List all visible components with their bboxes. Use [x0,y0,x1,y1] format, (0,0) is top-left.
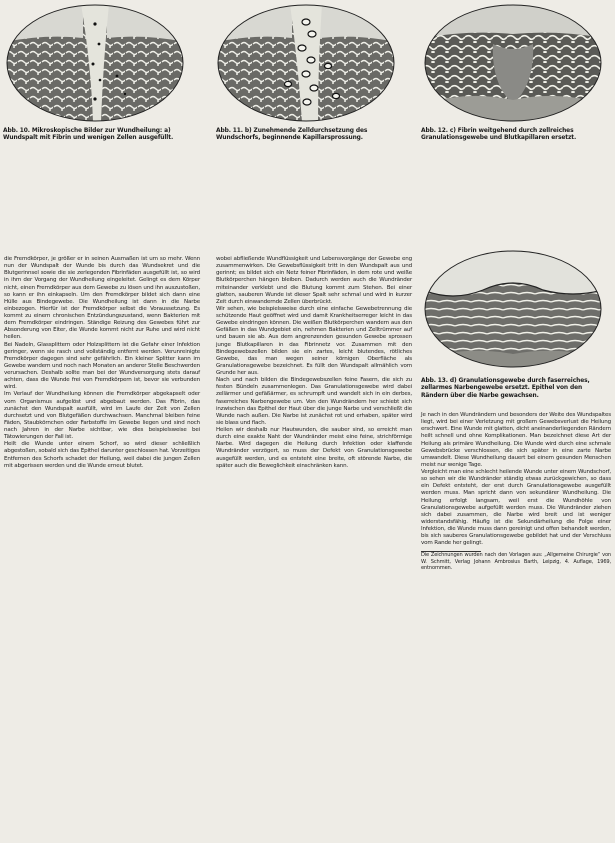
paragraph: Nach und nach bilden die Bindegewebszellen feine Fasern, die sich zu festen Bündeln zusammenlegen. Das Granulationsgewebe wird dabei zellärmer und gefäßärmer, es schrumpft und wandelt sich in ein derbes, faserreiches Narbengewebe um. Von den Wundrändern her schiebt sich inzwischen das Epithel der Haut über die junge Narbe und verschließt die Wunde nach außen. Die Narbe ist zunächst rot und erhaben, später wird sie blass und flach. [216,377,412,426]
paragraph: die Fremdkörper, je größer er in seinen Ausmaßen ist um so mehr. Wenn nun der Wundspalt der Wunde bis durch das Wundsekret und die Blutgerinnsel sowie die sie zerlegenden Fibrinfäden ausgefüllt ist, so wird in ihm der Vorgang der Wundheilung eingeleitet. Gelingt es dem Körper nicht, einen Fremdkörper aus dem Gewebe zu lösen und ihn auszustoßen, so kann er ihn einkapseln. Um den Fremdkörper bildet sich dann eine Hülle aus Bindegewebe. Die Wundheilung ist dann in die Narbe einbezogen. Hierfür ist der Fremdkörper selbst die Voraussetzung. Es kommt zu einem chronischen Entzündungszustand, wenn Bakterien mit dem Fremdkörper eindringen. Ständige Reizung des Gewebes führt zur Absonderung von Eiter, die Wunde kommt nicht zur Ruhe und wird nicht heilen. [4,256,200,341]
paragraph: Bei Nadeln, Glassplittern oder Holzsplittern ist die Gefahr einer Infektion geringer, wenn sie rasch und vollständig entfernt werden. Verunreinigte Fremdkörper dagegen sind sehr gefährlich. Ein kleiner Splitter kann im Gewebe wandern und noch nach Monaten an anderer Stelle Beschwerden verursachen. Deshalb sollte man bei der Wundversorgung stets darauf achten, dass die Wunde frei von Fremdkörpern ist, bevor sie verbunden wird. [4,341,200,391]
figure-12-caption-text: Abb. 12. c) Fibrin weitgehend durch zellreiches Granulationsgewebe und Blutkapillaren ersetzt. [421,128,577,142]
source-note: Die Zeichnungen wurden nach den Vorlagen aus: „Allgemeine Chirurgie“ von W. Schmitt, Verlag Johann Ambrosius Barth, Leipzig, 4. Auflage, 1969, entnommen. [421,552,611,571]
text-column-middle [216,256,412,470]
figure-13 [423,250,603,368]
figure-12 [423,4,603,122]
figure-13-caption-text: Abb. 13. d) Granulationsgewebe durch faserreiches, zellarmes Narbengewebe ersetzt. Epithel von den Rändern über die Narbe gewachsen. [421,378,590,399]
figure-10 [5,4,185,122]
paragraph: Vergleicht man eine schlecht heilende Wunde unter einem Wundschorf, so sehen wir die Wundränder ständig etwas zurückgewichen, so dass ein Defekt entsteht, der erst durch Granulationsgewebe ausgefüllt werden muss. Man spricht dann von sekundärer Wundheilung. Die Heilung erfolgt langsam, weil erst die Wundhöhle von Granulationsgewebe aufgefüllt werden muss. Die Wundränder ziehen sich dabei zusammen, die Narbe wird breit und ist weniger widerstandsfähig. Häufig ist die Sekundärheilung die Folge einer Infektion, die Wunde muss dann gereinigt und offen behandelt werden, bis sich sauberes Granulationsgewebe gebildet hat und der Verschluss vom Rande her gelingt. [421,469,611,547]
figure-10-caption-text: Abb. 10. Mikroskopische Bilder zur Wundheilung: a) Wundspalt mit Fibrin und wenigen Zellen ausgefüllt. [3,128,174,142]
paragraph: Wir sehen, wie beispielsweise durch eine einfache Gewebetrennung die schützende Haut geöffnet wird und damit Krankheitserreger leicht in das Gewebe eindringen können. Die weißen Blutkörperchen wandern aus den Gefäßen in das Wundgebiet ein, nehmen Bakterien und Zelltrümmer auf und bauen sie ab. Aus dem angrenzenden gesunden Gewebe sprossen junge Blutkapillaren in das Fibrinnetz vor. Zusammen mit den Bindegewebszellen bilden sie ein zartes, leicht blutendes, rötliches Gewebe, das man wegen seiner körnigen Oberfläche als Granulationsgewebe bezeichnet. Es füllt den Wundspalt allmählich vom Grunde her aus. [216,305,412,376]
figure-11 [216,4,396,122]
text-column-right [421,412,611,571]
figure-11-caption-text: Abb. 11. b) Zunehmende Zelldurchsetzung des Wundschorfs, beginnende Kapillarsprossung. [216,128,368,142]
paragraph: Je nach in den Wundrändern und besonders der Weite des Wundspaltes liegt, wird bei einer Verletzung mit großem Gewebsverlust die Heilung erschwert. Eine Wunde mit glatten, dicht aneinanderliegenden Rändern heilt schnell und ohne Komplikationen. Man bezeichnet diese Art der Heilung als primäre Wundheilung. Die Wunde wird durch eine schmale Gewebsbrücke verschlossen, die sich später in eine zarte Narbe umwandelt. Diese Wundheilung dauert bei einem gesunden Menschen meist nur wenige Tage. [421,412,611,468]
figure-11-caption [216,128,404,143]
paragraph: Heilen wir deshalb nur Hautwunden, die sauber sind, so erreicht man durch eine exakte Naht der Wundränder meist eine feine, strichförmige Narbe. Wird dagegen die Heilung durch Infektion oder klaffende Wundränder verzögert, so muss der Defekt von Granulationsgewebe ausgefüllt werden, und es entsteht eine breite, oft störende Narbe, die später auch die Beweglichkeit einschränken kann. [216,427,412,469]
figure-10-caption [3,128,191,143]
text-column-left [4,256,200,470]
paragraph: wobei abfließende Wundflüssigkeit und Lebensvorgänge der Gewebe eng zusammenwirken. Die Gewebsflüssigkeit tritt in den Wundspalt aus und gerinnt; es bildet sich ein Netz feiner Fibrinfäden, in dem rote und weiße Blutkörperchen hängen bleiben. Dadurch werden auch die Wundränder miteinander verklebt und die Blutung kommt zum Stehen. Bei einer glatten, sauberen Wunde ist dieser Spalt sehr schmal und wird in kurzer Zeit durch einwandernde Zellen überbrückt. [216,256,412,305]
paragraph: Heilt die Wunde unter einem Schorf, so wird dieser schließlich abgestoßen, sobald sich das Epithel darunter geschlossen hat. Vorzeitiges Entfernen des Schorfs schadet der Heilung, weil dabei die jungen Zellen mit abgerissen werden und die Wunde erneut blutet. [4,441,200,469]
paragraph: Im Verlauf der Wundheilung können die Fremdkörper abgekapselt oder vom Organismus aufgelöst und abgebaut werden. Das Fibrin, das zunächst den Wundspalt ausfüllt, wird im Laufe der Zeit von Zellen durchsetzt und von Blutgefäßen durchwachsen. Manchmal bleiben feine Fäden, Staubkörnchen oder Farbstoffe im Gewebe liegen und sind noch nach Jahren in der Narbe sichtbar, wie dies beispielsweise bei Tätowierungen der Fall ist. [4,391,200,441]
figure-13-caption [421,378,609,400]
figure-12-caption [421,128,609,143]
